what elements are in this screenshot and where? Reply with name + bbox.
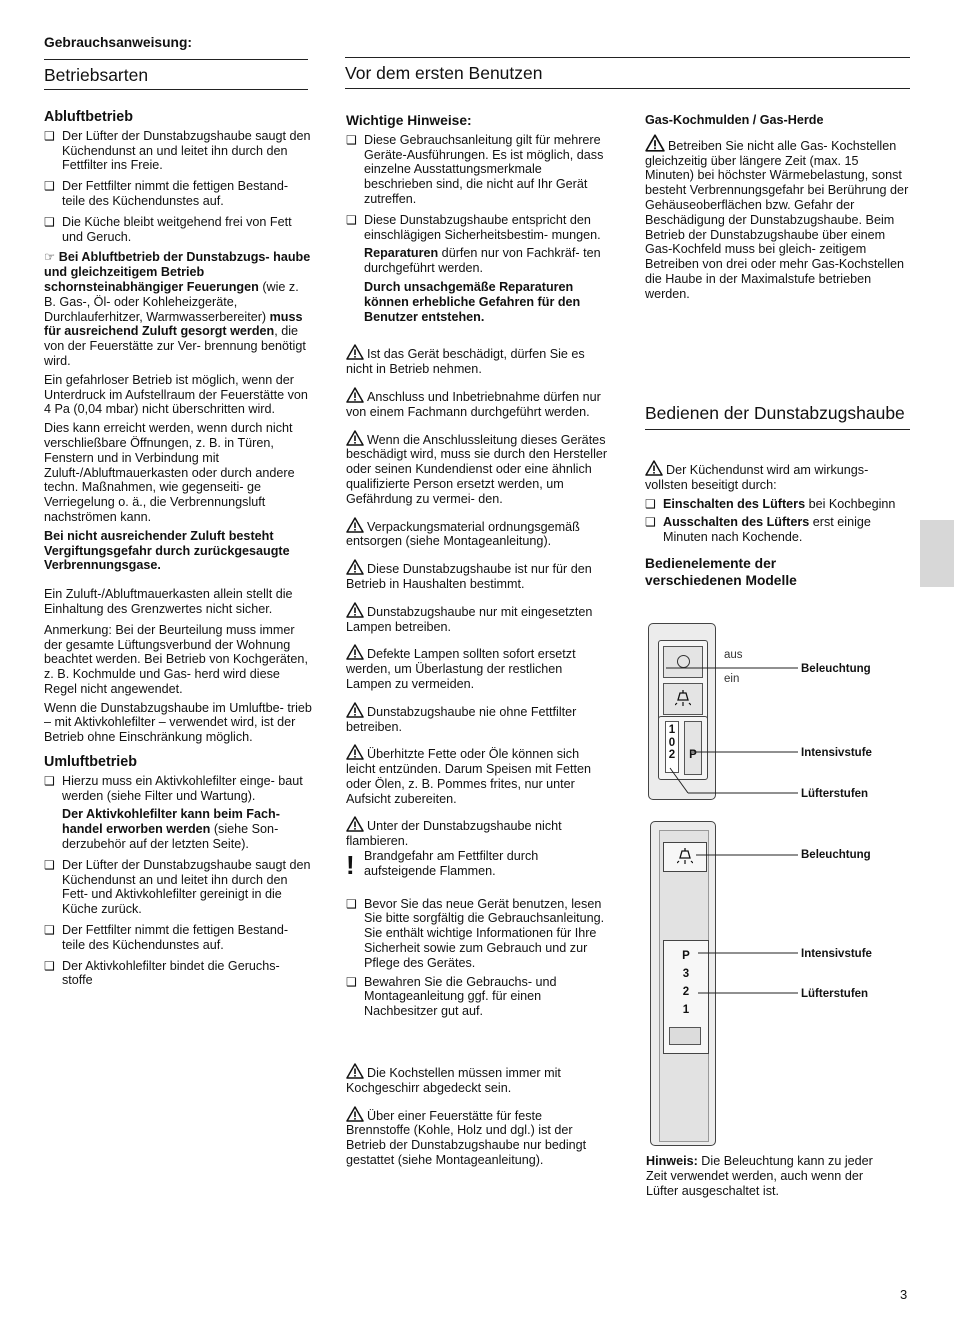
- warning-text: Defekte Lampen sollten sofort ersetzt werden, um Überlastung der restlichen Lampen zu vermeiden.: [346, 647, 576, 691]
- warning-triangle-icon: [346, 344, 364, 360]
- note-label: Hinweis:: [646, 1154, 698, 1168]
- divider: [44, 89, 308, 90]
- divider: [345, 57, 910, 58]
- callout-luefterstufen: Lüfterstufen: [801, 788, 869, 800]
- callout-beleuchtung: Beleuchtung: [801, 663, 871, 675]
- umluft-note-text: (siehe Son- derzubehör auf der letzten Seite).: [62, 822, 279, 852]
- list-item: ❑ Bewahren Sie die Gebrauchs- und Montageanleitung ggf. für einen Nachbesitzer gut auf.: [346, 975, 608, 1019]
- warning-text: Diese Dunstabzugshaube ist nur für den Betrieb in Haushalten bestimmt.: [346, 562, 592, 591]
- list-item: ❑ Bevor Sie das neue Gerät benutzen, lesen Sie bitte sorgfältig die Gebrauchsanleitung. Sie enthält wichtige Informationen für Ihre Sicherheit sowie zum Gebrauch und zur Pflege des Gerätes.: [346, 897, 608, 971]
- fan-off-bold: Ausschalten des Lüfters: [663, 515, 810, 530]
- hand-pointer-icon: ☞: [44, 250, 56, 265]
- warning-text: Über einer Feuerstätte für feste Brennstoffe (Kohle, Holz und dgl.) ist der Betrieb der Dunstabzugshaube nur bedingt gestattet (siehe Montageanleitung).: [346, 1108, 587, 1168]
- divider: [345, 88, 910, 89]
- operation-intro-text: Der Küchendunst wird am wirkungs- vollsten beseitigt durch:: [645, 463, 869, 492]
- warning-triangle-icon: [346, 559, 364, 575]
- warning-text: Unter der Dunstabzugshaube nicht flambieren.: [346, 819, 562, 849]
- fan-level-label: P: [682, 950, 690, 962]
- fan-level-label: 2: [668, 749, 676, 761]
- section-title-vor-dem-ersten-benutzen: Vor dem ersten Benutzen: [345, 63, 543, 83]
- callout-luefterstufen: Lüfterstufen: [801, 988, 869, 1000]
- warning-triangle-icon: [346, 702, 364, 718]
- gas-warning-text: Betreiben Sie nicht alle Gas- Kochstellen gleichzeitig über längere Zeit (max. 15 Minuten) bei höchster Wärmebelastung, sonst besteht Verbrennungsgefahr bei Berührung der Gehäuseoberflächen bzw. Gefahr der Beschädigung der Dunstabzugshaube. Beim Betrieb der Dunstabzugshaube über einem Gas-Kochfeld muss bei gleich- zeitigem Betreiben von drei oder mehr Gas-Kochstellen die Haube in der Maximalstufe betrieben werden.: [645, 138, 909, 301]
- important-notes-heading: Wichtige Hinweise:: [346, 113, 472, 128]
- repair-note: [346, 246, 608, 276]
- warning-item: [346, 430, 608, 507]
- warning-text: Dunstabzugshaube nur mit eingesetzten Lampen betreiben.: [346, 604, 593, 634]
- hint-paragraph: [44, 250, 312, 368]
- operation-section: [645, 460, 907, 589]
- warning-item: [346, 517, 608, 550]
- intensive-label: P: [689, 749, 697, 761]
- note-text: Die Beleuchtung kann zu jeder Zeit verwendet werden, auch wenn der Lüfter ausgeschaltet ist.: [646, 1154, 873, 1198]
- warning-text: Überhitzte Fette oder Öle können sich leicht entzünden. Darum Speisen mit Fetten oder Ölen, z. B. Pommes frites, nur unter Aufsicht zubereiten.: [346, 747, 592, 806]
- divider: [44, 59, 308, 60]
- warning-item: [346, 1106, 608, 1168]
- exclamation-icon: !: [346, 850, 355, 881]
- callout-intensivstufe: Intensivstufe: [801, 747, 872, 759]
- off-label: aus: [724, 649, 743, 661]
- warning-item: [346, 644, 608, 691]
- warning-triangle-icon: [346, 430, 364, 446]
- fan-level-label: 1: [682, 1004, 690, 1016]
- paragraph: Anmerkung: Bei der Beurteilung muss immer der gesamte Lüftungsverbund der Wohnung beachtet werden. Bei Betrieb von Kochgeräten, z. B. Kochmulde und Gas- herd wird diese Regel nicht angewendet.: [44, 622, 308, 696]
- repair-warning: Durch unsachgemäße Reparaturen können erhebliche Gefahren für den Benutzer entstehen.: [364, 279, 581, 324]
- hint-text-2: , die von der Feuerstätte zur Ver- brennung benötigt wird.: [44, 324, 306, 368]
- warning-text: Verpackungsmaterial ordnungsgemäß entsorgen (siehe Montageanleitung).: [346, 519, 580, 549]
- fan-off-text: erst einige Minuten nach Kochende.: [663, 515, 871, 545]
- warning-text: Anschluss und Inbetriebnahme dürfen nur von einem Fachmann durchgeführt werden.: [346, 389, 601, 419]
- list-item: ❑ Diese Gebrauchsanleitung gilt für mehrere Geräte-Ausführungen. Es ist möglich, dass einzelne Ausstattungsmerkmale beschrieben sind, die nicht auf Ihr Gerät zutreffen.: [346, 133, 608, 207]
- warning-item: [346, 387, 608, 420]
- umluft-note-bold: Der Aktivkohlefilter kann beim Fach- handel erworben werden: [62, 807, 280, 837]
- page-number: 3: [900, 1287, 908, 1302]
- fire-hazard-text: Brandgefahr am Fettfilter durch aufsteigende Flammen.: [364, 849, 539, 878]
- list-item: ❑ Der Fettfilter nimmt die fettigen Bestand- teile des Küchendunstes auf.: [44, 179, 312, 209]
- gas-heading: Gas-Kochmulden / Gas-Herde: [645, 113, 824, 127]
- fan-on-text: bei Kochbeginn: [805, 496, 896, 511]
- warning-text: Ist das Gerät beschädigt, dürfen Sie es nicht in Betrieb nehmen.: [346, 347, 585, 377]
- list-item: [645, 497, 907, 512]
- fan-level-label: 0: [668, 736, 676, 749]
- hint-bold-1: Bei Abluftbetrieb der Dunstabzugs- haube und gleichzeitigem Betrieb schornsteinabhängiger Feuerungen: [44, 250, 311, 294]
- warning-item: [346, 602, 608, 635]
- fan-slider-knob[interactable]: [669, 1027, 701, 1045]
- warning-triangle-icon: [346, 602, 364, 618]
- paragraph: Ein Zuluft-/Abluftmauerkasten allein stellt die Einhaltung des Grenzwertes nicht sicher.: [44, 587, 293, 616]
- warning-text: Dunstabzugshaube nie ohne Fettfilter betreiben.: [346, 704, 577, 734]
- callout-beleuchtung: Beleuchtung: [801, 849, 871, 861]
- warning-item: [346, 816, 608, 849]
- divider: [645, 429, 910, 430]
- panel-2-leader-lines: [640, 840, 800, 1010]
- warning-item: [346, 559, 608, 592]
- warning-paragraph: Bei nicht ausreichender Zuluft besteht Vergiftungsgefahr durch zurückgesaugte Verbrennungsgase.: [44, 528, 290, 573]
- warning-triangle-icon: [645, 460, 663, 476]
- gas-section: [645, 113, 909, 302]
- warning-text: Die Kochstellen müssen immer mit Kochgeschirr abgedeckt sein.: [346, 1066, 561, 1095]
- paragraph: Dies kann erreicht werden, wenn durch nicht verschließbare Öffnungen, z. B. in Türen, Fenstern und in Verbindung mit Zuluft-/Abluftmauerkasten oder durch andere techn. Maßnahmen, wie gegenseiti- ge Verriegelung o. ä., die Verbrennungsluft nachströmen kann.: [44, 421, 295, 524]
- section-title-bedienen: Bedienen der Dunstabzugshaube: [645, 403, 905, 423]
- page-tab-marker: [920, 520, 954, 587]
- list-item: ❑ Die Küche bleibt weitgehend frei von Fett und Geruch.: [44, 215, 312, 245]
- warning-item: [346, 744, 608, 806]
- on-label: ein: [724, 673, 740, 685]
- paragraph: Ein gefahrloser Betrieb ist möglich, wenn der Unterdruck im Aufstellraum der Feuerstätte von 4 Pa (0,04 mbar) nicht überschritten wird.: [44, 372, 308, 417]
- callout-intensivstufe: Intensivstufe: [801, 948, 872, 960]
- fan-level-label: 3: [682, 968, 690, 980]
- list-item: [645, 515, 907, 545]
- hint-text-1: (wie z. B. Gas-, Öl- oder Kohleheizgeräte, Durchlauferhitzer, Warmwasserbereiter): [44, 279, 299, 324]
- section-title-betriebsarten: Betriebsarten: [44, 65, 149, 85]
- operation-intro: [645, 460, 907, 493]
- warning-item: [346, 702, 608, 735]
- warning-triangle-icon: [645, 134, 665, 152]
- list-item: ❑ Der Fettfilter nimmt die fettigen Bestand- teile des Küchendunstes auf.: [44, 923, 312, 953]
- warning-triangle-icon: [346, 1063, 364, 1079]
- list-item: ❑ Hierzu muss ein Aktivkohlefilter einge- baut werden (siehe Filter und Wartung).: [44, 774, 312, 804]
- list-item: ❑ Der Aktivkohlefilter bindet die Geruchs- stoffe: [44, 959, 312, 989]
- warning-triangle-icon: [346, 1106, 364, 1122]
- fan-level-label: 2: [682, 986, 690, 998]
- fire-hazard-note: [346, 849, 608, 879]
- fan-level-label: 1: [668, 724, 676, 736]
- warning-triangle-icon: [346, 644, 364, 660]
- warning-item: [346, 1063, 608, 1096]
- list-item: ❑ Der Lüfter der Dunstabzugshaube saugt den Küchendunst an und leitet ihn durch den Fettfilter ins Freie.: [44, 129, 312, 173]
- lighting-note: [646, 1154, 896, 1198]
- paragraph: Wenn die Dunstabzugshaube im Umluftbe- trieb – mit Aktivkohlefilter – verwendet wird, ist der Betrieb ohne Einschränkung möglich.: [44, 700, 312, 745]
- list-item: ❑ Der Lüfter der Dunstabzugshaube saugt den Küchendunst an und leitet ihn durch den Fett- und Aktivkohlefilter gereinigt in die Küche zurück.: [44, 858, 312, 917]
- hint-bold-2: muss für ausreichend Zuluft gesorgt werden: [44, 309, 303, 339]
- umluft-heading: Umluftbetrieb: [44, 754, 137, 771]
- controls-heading: Bedienelemente der verschiedenen Modelle: [645, 555, 797, 588]
- gas-warning: [645, 134, 909, 302]
- warning-triangle-icon: [346, 387, 364, 403]
- repair-text: dürfen nur von Fachkräf- ten durchgeführt werden.: [364, 246, 601, 276]
- warning-text: Wenn die Anschlussleitung dieses Gerätes beschädigt wird, muss sie durch den Hersteller oder seinen Kundendienst oder eine ähnlich qualifizierte Person ersetzt werden, um Gefährdung zu vermei- den.: [346, 432, 608, 506]
- warning-triangle-icon: [346, 744, 364, 760]
- fan-on-bold: Einschalten des Lüfters: [663, 496, 806, 511]
- warning-item: [346, 344, 608, 377]
- column-2: [346, 114, 608, 1168]
- doc-label: Gebrauchsanweisung:: [44, 35, 192, 50]
- column-1: [44, 110, 312, 988]
- warning-triangle-icon: [346, 816, 364, 832]
- umluft-note: [44, 807, 312, 851]
- repair-bold: Reparaturen: [364, 246, 439, 261]
- panel-1-leader-lines: [640, 620, 800, 810]
- warning-triangle-icon: [346, 517, 364, 533]
- list-item: ❑ Diese Dunstabzugshaube entspricht den einschlägigen Sicherheitsbestim- mungen.: [346, 213, 608, 243]
- abluft-heading: Abluftbetrieb: [44, 109, 133, 125]
